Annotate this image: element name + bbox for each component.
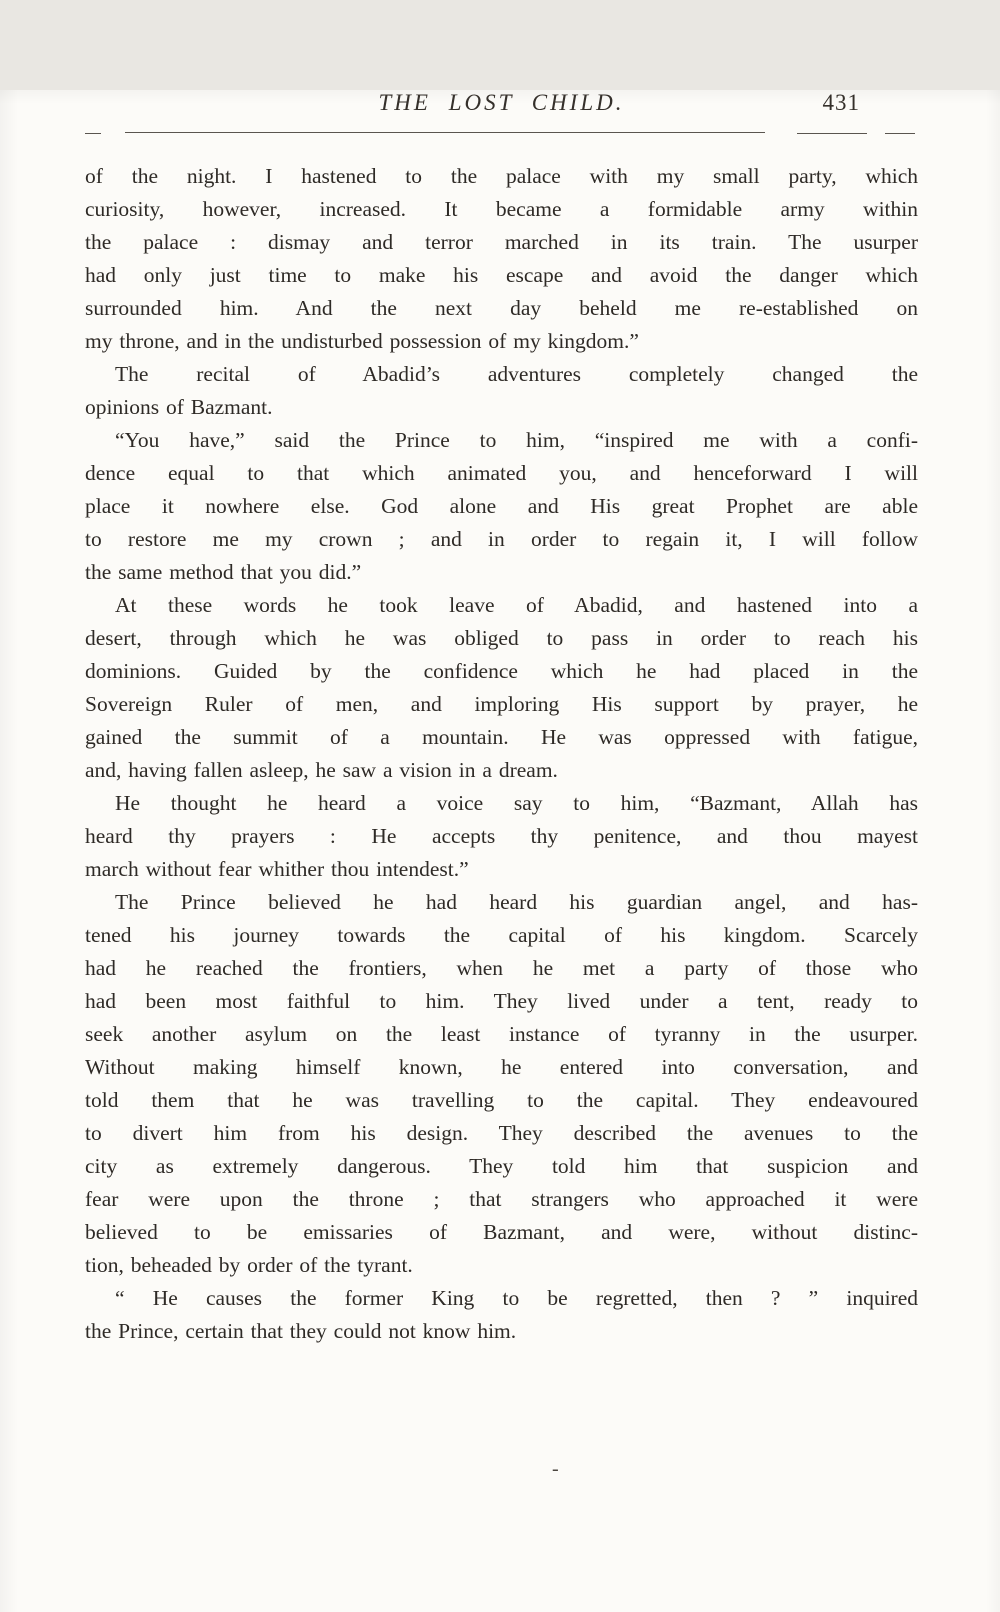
text-line: curiosity, however, increased. It became a formidable army within: [85, 197, 918, 221]
text-line: had been most faithful to him. They lived under a tent, ready to: [85, 989, 918, 1013]
text-line: Without making himself known, he entered into conversation, and: [85, 1055, 918, 1079]
text-line: The Prince believed he had heard his guardian angel, and has-: [115, 890, 918, 914]
paragraph: [85, 886, 918, 1282]
paragraph: [85, 589, 918, 787]
text-line: the palace : dismay and terror marched in its train. The usurper: [85, 230, 918, 254]
text-line: “ He causes the former King to be regretted, then ? ” inquired: [115, 1286, 918, 1310]
text-line: surrounded him. And the next day beheld me re-established on: [85, 296, 918, 320]
text-line: Sovereign Ruler of men, and imploring His support by prayer, he: [85, 692, 918, 716]
text-line: to divert him from his design. They described the avenues to the: [85, 1121, 918, 1145]
text-line: dence equal to that which animated you, and henceforward I will: [85, 461, 918, 485]
paragraph: [85, 1282, 918, 1348]
paragraph: [85, 424, 918, 589]
page-header: [85, 90, 918, 122]
text-line: the same method that you did.”: [85, 560, 362, 584]
scan-artifact: -: [552, 1458, 559, 1480]
text-line: gained the summit of a mountain. He was oppressed with fatigue,: [85, 725, 918, 749]
header-divider-rule: [85, 132, 922, 134]
text-line: He thought he heard a voice say to him, “Bazmant, Allah has: [115, 791, 918, 815]
text-line: and, having fallen asleep, he saw a vision in a dream.: [85, 758, 558, 782]
text-block: [85, 160, 918, 1348]
text-line: opinions of Bazmant.: [85, 395, 273, 419]
text-line: At these words he took leave of Abadid, and hastened into a: [115, 593, 918, 617]
text-line: city as extremely dangerous. They told him that suspicion and: [85, 1154, 918, 1178]
text-line: to restore me my crown ; and in order to regain it, I will follow: [85, 527, 918, 551]
book-page: [0, 90, 1000, 1612]
text-line: the Prince, certain that they could not know him.: [85, 1319, 517, 1343]
text-line: my throne, and in the undisturbed possession of my kingdom.”: [85, 329, 639, 353]
text-line: seek another asylum on the least instance of tyranny in the usurper.: [85, 1022, 918, 1046]
text-line: place it nowhere else. God alone and His great Prophet are able: [85, 494, 918, 518]
text-line: told them that he was travelling to the capital. They endeavoured: [85, 1088, 918, 1112]
text-line: march without fear whither thou intendest.”: [85, 857, 469, 881]
text-line: believed to be emissaries of Bazmant, and were, without distinc-: [85, 1220, 918, 1244]
text-line: of the night. I hastened to the palace with my small party, which: [85, 164, 918, 188]
running-title: THE LOST CHILD.: [378, 90, 625, 115]
text-line: fear were upon the throne ; that strangers who approached it were: [85, 1187, 918, 1211]
text-line: heard thy prayers : He accepts thy penitence, and thou mayest: [85, 824, 918, 848]
paragraph: [85, 358, 918, 424]
text-line: tion, beheaded by order of the tyrant.: [85, 1253, 413, 1277]
text-line: desert, through which he was obliged to pass in order to reach his: [85, 626, 918, 650]
paragraph: [85, 787, 918, 886]
text-line: had only just time to make his escape and avoid the danger which: [85, 263, 918, 287]
text-line: tened his journey towards the capital of his kingdom. Scarcely: [85, 923, 918, 947]
page-number: 431: [822, 90, 860, 115]
text-line: “You have,” said the Prince to him, “inspired me with a confi-: [115, 428, 918, 452]
text-line: The recital of Abadid’s adventures completely changed the: [115, 362, 918, 386]
text-line: had he reached the frontiers, when he met a party of those who: [85, 956, 918, 980]
text-line: dominions. Guided by the confidence which he had placed in the: [85, 659, 918, 683]
paragraph: [85, 160, 918, 358]
